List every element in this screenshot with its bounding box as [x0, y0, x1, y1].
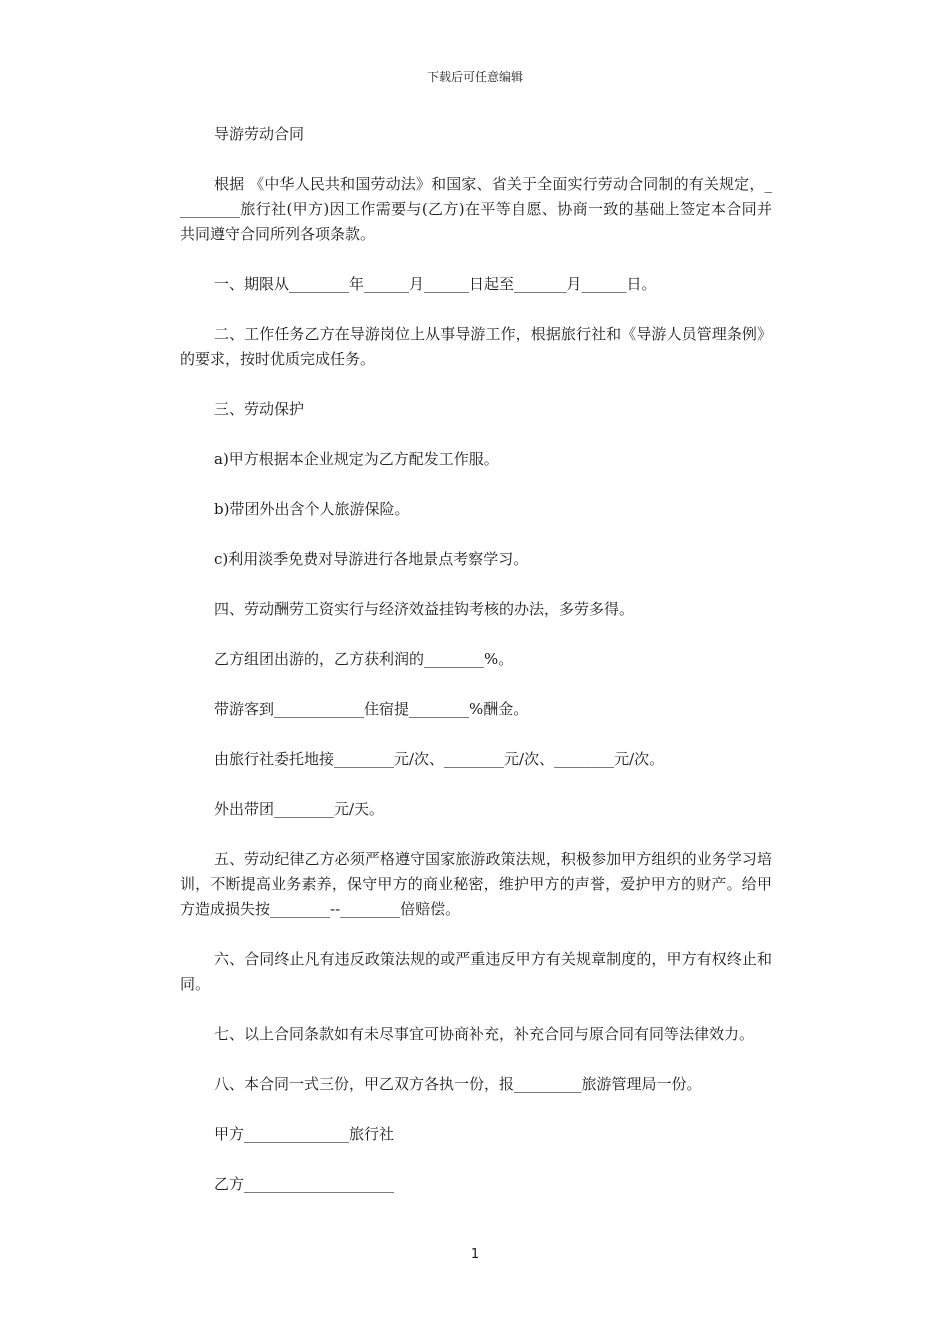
paragraph-protection-a: a)甲方根据本企业规定为乙方配发工作服。 — [214, 450, 499, 468]
document-title: 导游劳动合同 — [214, 125, 305, 143]
paragraph-lodging-commission: 带游客到____________住宿提________%酬金。 — [214, 700, 529, 718]
paragraph-preamble: 根据 《中华人民共和国劳动法》和国家、省关于全面实行劳动合同制的有关规定，_________旅行社(甲方)因工作需要与(乙方)在平等自愿、协商一致的基础上签定本合同并共同遵守合同所列各项条款。 — [180, 175, 772, 243]
page-header: 下载后可任意编辑 — [426, 70, 523, 84]
paragraph-protection-c: c)利用淡季免费对导游进行各地景点考察学习。 — [214, 550, 529, 568]
paragraph-protection-heading: 三、劳动保护 — [214, 400, 305, 418]
paragraph-profit-share: 乙方组团出游的，乙方获利润的________%。 — [214, 650, 514, 668]
paragraph-discipline: 五、劳动纪律乙方必须严格遵守国家旅游政策法规，积极参加甲方组织的业务学习培训，不断提高业务素养，保守甲方的商业秘密，维护甲方的声誉，爱护甲方的财产。给甲方造成损失按________--________倍赔偿。 — [180, 850, 772, 918]
paragraph-remuneration: 四、劳动酬劳工资实行与经济效益挂钩考核的办法，多劳多得。 — [214, 600, 635, 618]
paragraph-termination: 六、合同终止凡有违反政策法规的或严重违反甲方有关规章制度的，甲方有权终止和同。 — [180, 950, 772, 993]
paragraph-copies: 八、本合同一式三份，甲乙双方各执一份，报_________旅游管理局一份。 — [214, 1075, 702, 1093]
document-body — [180, 122, 772, 1222]
page-number: 1 — [470, 1247, 480, 1262]
paragraph-supplement: 七、以上合同条款如有未尽事宜可协商补充，补充合同与原合同有同等法律效力。 — [214, 1025, 755, 1043]
signature-party-b: 乙方____________________ — [214, 1175, 395, 1193]
paragraph-ground-handling: 由旅行社委托地接________元/次、________元/次、________元/次。 — [214, 750, 665, 768]
paragraph-term: 一、期限从________年______月______日起至_______月______日。 — [214, 275, 657, 293]
paragraph-daily-allowance: 外出带团________元/天。 — [214, 800, 385, 818]
paragraph-duties: 二、工作任务乙方在导游岗位上从事导游工作，根据旅行社和《导游人员管理条例》的要求，按时优质完成任务。 — [180, 325, 772, 368]
paragraph-protection-b: b)带团外出含个人旅游保险。 — [214, 500, 410, 518]
signature-party-a: 甲方______________旅行社 — [214, 1125, 395, 1143]
